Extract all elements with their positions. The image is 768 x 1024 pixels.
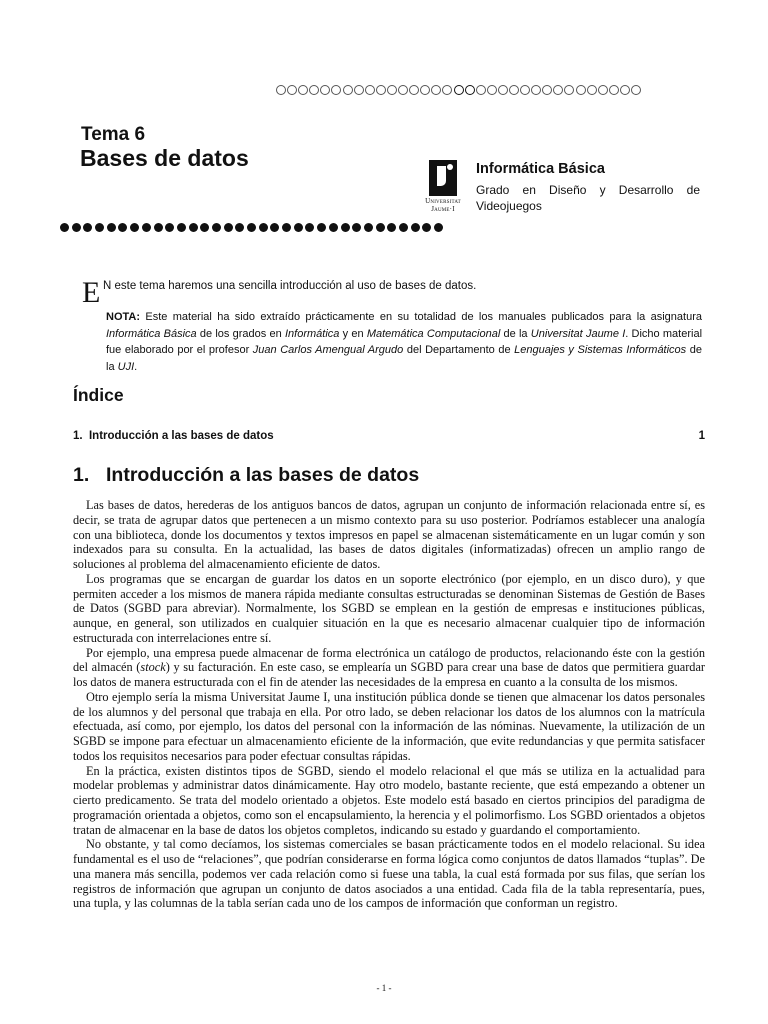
rule-dot (118, 223, 127, 232)
rule-dot (154, 223, 163, 232)
rule-dot (364, 223, 373, 232)
progress-dot[interactable] (487, 85, 497, 95)
note-run: Matemática Computacional (366, 327, 501, 340)
progress-dot[interactable] (387, 85, 397, 95)
rule-dot (399, 223, 408, 232)
rule-dot (72, 223, 81, 232)
body-paragraph (73, 764, 705, 838)
note-run: . Dicho material fue elaborado por el profesor (106, 327, 703, 356)
decorative-dot-rule (60, 223, 490, 235)
progress-dot[interactable] (420, 85, 430, 95)
note-run: Informática (284, 327, 340, 340)
section-body (73, 498, 705, 911)
progress-dot[interactable] (343, 85, 353, 95)
body-paragraph (73, 646, 705, 690)
progress-dot[interactable] (276, 85, 286, 95)
progress-dot[interactable] (476, 85, 486, 95)
index-heading: Índice (73, 385, 124, 405)
note-run: Informática Básica (106, 327, 197, 340)
progress-dot[interactable] (298, 85, 308, 95)
note-text (106, 311, 702, 373)
rule-dot (352, 223, 361, 232)
progress-dot[interactable] (520, 85, 530, 95)
note-block (106, 309, 702, 375)
progress-dot[interactable] (354, 85, 364, 95)
progress-dot[interactable] (376, 85, 386, 95)
course-degree: Grado en Diseño y Desarrollo de Videojuegos (476, 183, 700, 213)
paragraph-run: Por ejemplo, una empresa puede almacenar de forma electrónica un catálogo de productos, relacionando éste con la gestión del almacén ( (73, 645, 705, 675)
body-paragraph (73, 572, 705, 646)
rule-dot (107, 223, 116, 232)
progress-dot[interactable] (398, 85, 408, 95)
logo-text (418, 197, 468, 213)
university-logo (418, 160, 468, 214)
body-paragraph (73, 837, 705, 911)
logo-line-1: Universitat (425, 197, 461, 205)
rule-dot (317, 223, 326, 232)
note-run: de los grados en (196, 327, 285, 340)
note-run: Universitat Jaume I (530, 327, 626, 340)
progress-dot[interactable] (620, 85, 630, 95)
progress-dot[interactable] (542, 85, 552, 95)
note-run: y en (339, 327, 367, 340)
note-run: Juan Carlos Amengual Argudo (252, 344, 404, 356)
page-number: - 1 - (376, 983, 392, 993)
intro-text: N este tema haremos una sencilla introducción al uso de bases de datos. (103, 280, 477, 292)
progress-dot[interactable] (631, 85, 641, 95)
rule-dot (434, 223, 443, 232)
note-run: de la (106, 344, 702, 373)
rule-dot (142, 223, 151, 232)
progress-dot[interactable] (587, 85, 597, 95)
rule-dot (341, 223, 350, 232)
rule-dot (259, 223, 268, 232)
progress-dot[interactable] (409, 85, 419, 95)
body-paragraph (73, 498, 705, 572)
rule-dot (212, 223, 221, 232)
paragraph-run: No obstante, y tal como decíamos, los sistemas comerciales se basan prácticamente todos en el modelo relacional. Su idea fundamental es el uso de “relaciones”, que podrían considerarse en forma lógica como conjuntos de datos llamados “tuplas”. De una manera más sencilla, podemos ver cada relación como si fuese una tabla, la cual está formada por sus filas, que serían los registros de información que agrupan un conjunto de datos asociados a una entidad. Cada fila de la tabla representaría, pues, una tupla, y las columnas de la tabla serían cada uno de los campos de información que conforman un registro. (73, 837, 705, 911)
progress-dot[interactable] (598, 85, 608, 95)
rule-dot (247, 223, 256, 232)
progress-dot[interactable] (564, 85, 574, 95)
logo-line-2: Jaume·I (431, 205, 455, 213)
rule-dot (270, 223, 279, 232)
note-run: Este material ha sido extraído prácticamente en su totalidad de los manuales publicados para la asignatura (140, 311, 702, 323)
rule-dot (376, 223, 385, 232)
progress-dot[interactable] (553, 85, 563, 95)
paragraph-run: Otro ejemplo sería la misma Universitat Jaume I, una institución pública donde se tienen que almacenar los datos personales de los alumnos y del personal que trabaja en ella. Por otro lado, se deben relacionar los datos de los alumnos con la matrícula efectuada, así como, por ejemplo, los datos del personal con la información de las nóminas. Nuevamente, la utilización de un SGBD se impone para efectuar un almacenamiento eficiente de la información, que evite redundancias y que permita satisfacer todos los requisitos necesarios para poder efectuar consultas rápidas. (73, 689, 705, 763)
section-label: Tema 6 (81, 124, 146, 145)
drop-cap: E (82, 276, 101, 309)
rule-dot (177, 223, 186, 232)
body-paragraph (73, 690, 705, 764)
progress-dot[interactable] (431, 85, 441, 95)
rule-dot (305, 223, 314, 232)
rule-dot (189, 223, 198, 232)
rule-dot (95, 223, 104, 232)
rule-dot (235, 223, 244, 232)
paragraph-run: En la práctica, existen distintos tipos de SGBD, siendo el modelo relacional el que más se utiliza en la actualidad para modelar problemas y administrar datos dinámicamente. Hay otro modelo, bastante reciente, que está empezando a obtener un cierto predicamento. Se trata del modelo orientado a objetos. Este modelo está basado en ciertos principios del paradigma de programación orientada a objetos, como son el encapsulamiento, la herencia y el polimorfismo. Los SGBD orientados a objetos tratan de almacenar en la base de datos los objetos completos, indicando su estado y guardando el comportamiento. (73, 763, 705, 837)
progress-dot[interactable] (465, 85, 475, 95)
progress-dot[interactable] (498, 85, 508, 95)
rule-dot (83, 223, 92, 232)
progress-dot[interactable] (320, 85, 330, 95)
note-label: NOTA: (106, 311, 141, 323)
paragraph-run: stock (140, 660, 166, 675)
progress-dot[interactable] (309, 85, 319, 95)
paragraph-run: Los programas que se encargan de guardar los datos en un soporte electrónico (por ejemplo, en un disco duro), y que permiten acceder a los mismos de manera rápida mediante consultas estructuradas se denominan Sistemas de Gestión de Bases de Datos (SGBD para abreviar). Normalmente, los SGBD se emplean en la gestión de empresas e instituciones públicas, aunque, en general, son utilizados en cualquier situación en la que es necesario almacenar cualquier tipo de información estructurada con interrelaciones entre sí. (73, 571, 705, 645)
section-heading (73, 464, 419, 487)
rule-dot (387, 223, 396, 232)
rule-dot (294, 223, 303, 232)
section-title: Introducción a las bases de datos (106, 464, 420, 486)
rule-dot (411, 223, 420, 232)
note-run: de la (500, 327, 531, 340)
section-number: 1. (73, 464, 90, 486)
progress-dot[interactable] (331, 85, 341, 95)
paragraph-run: Las bases de datos, herederas de los antiguos bancos de datos, agrupan un conjunto de información relacionada entre sí, es decir, se trata de agrupar datos que pertenecen a un mismo contexto para su uso posterior. Podríamos establecer una analogía con una biblioteca, donde los documentos y textos impresos en papel se almacenan sistemáticamente en un lugar común y son indexados para su consulta. En la actualidad, las bases de datos digitales (informatizadas) ofrecen un amplio rango de soluciones al problema del almacenamiento eficiente de datos. (73, 498, 705, 571)
rule-dot (165, 223, 174, 232)
progress-dot[interactable] (287, 85, 297, 95)
rule-dot (60, 223, 69, 232)
progress-dot[interactable] (365, 85, 375, 95)
logo-icon (429, 160, 457, 196)
progress-dot[interactable] (442, 85, 452, 95)
note-run: UJI (117, 360, 135, 373)
toc-entry-label: Introducción a las bases de datos (88, 430, 274, 442)
toc-entry-number: 1. (73, 430, 83, 442)
slide-progress-dots (276, 85, 712, 97)
rule-dot (329, 223, 338, 232)
note-run: Lenguajes y Sistemas Informáticos (514, 344, 687, 356)
rule-dot (130, 223, 139, 232)
toc-entry-title[interactable] (73, 430, 274, 442)
rule-dot (282, 223, 291, 232)
toc-entry[interactable] (73, 430, 705, 442)
progress-dot[interactable] (531, 85, 541, 95)
course-name: Informática Básica (476, 161, 605, 177)
progress-dot[interactable] (509, 85, 519, 95)
note-run: . (134, 360, 138, 373)
progress-dot[interactable] (576, 85, 586, 95)
rule-dot (200, 223, 209, 232)
toc-entry-page: 1 (698, 430, 705, 442)
rule-dot (224, 223, 233, 232)
page-title: Bases de datos (80, 145, 249, 171)
progress-dot[interactable] (454, 85, 464, 95)
progress-dot[interactable] (609, 85, 619, 95)
rule-dot (422, 223, 431, 232)
note-run: del Departamento de (403, 344, 515, 356)
course-info (476, 161, 700, 214)
paragraph-run: ) y su facturación. En este caso, se emplearía un SGBD para crear una base de datos que permitiera guardar los datos de manera estructurada con el fin de atender las necesidades de la empresa en cuanto a la consulta de los mismos. (73, 660, 706, 689)
